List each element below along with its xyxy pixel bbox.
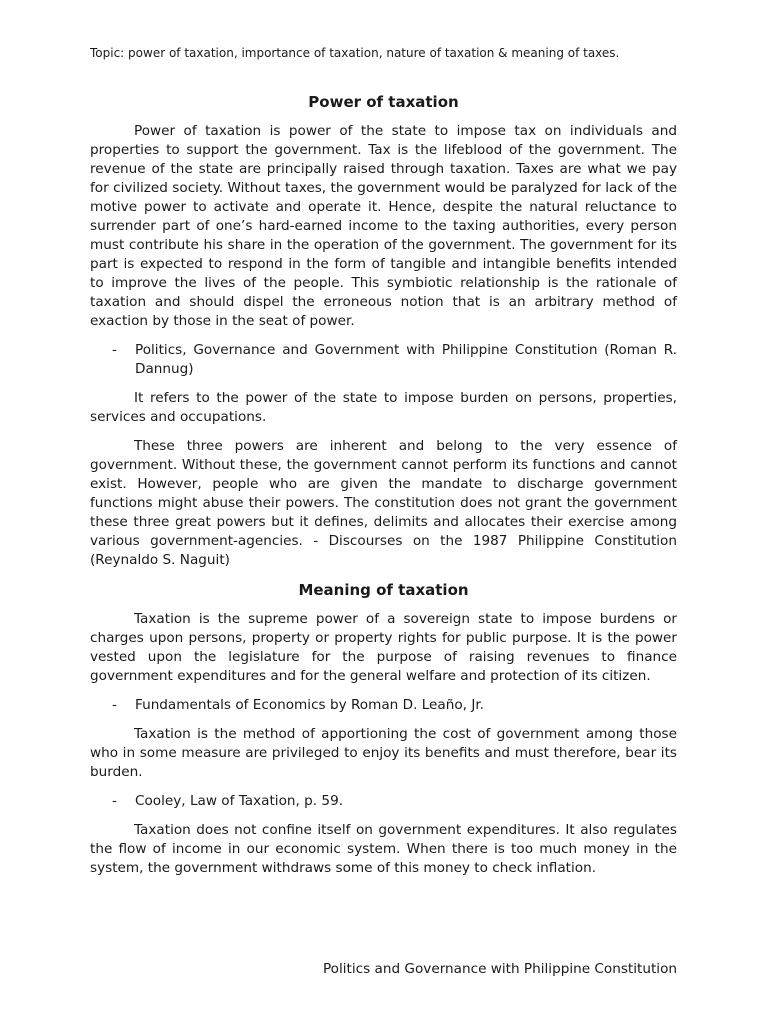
page-footer: Politics and Governance with Philippine Constitution [322, 961, 677, 977]
citation-text: Fundamentals of Economics by Roman D. Leaño, Jr. [135, 697, 484, 713]
paragraph-power-burden: It refers to the power of the state to impose burden on persons, properties, services and occupations. [90, 390, 677, 425]
page-content [90, 44, 677, 878]
paragraph-meaning-inflation: Taxation does not confine itself on government expenditures. It also regulates the flow of income in our economic system. When there is too much money in the system, the government withdraws some of this money to check inflation. [90, 822, 677, 876]
citation-dash: - [112, 342, 117, 358]
paragraph-meaning-apportioning: Taxation is the method of apportioning the cost of government among those who in some measure are privileged to enjoy its benefits and must therefore, bear its burden. [90, 726, 677, 780]
citation-dannug [90, 341, 677, 379]
citation-cooley [90, 792, 677, 811]
citation-text: Cooley, Law of Taxation, p. 59. [135, 793, 344, 809]
paragraph-power-definition: Power of taxation is power of the state to impose tax on individuals and properties to support the government. Tax is the lifeblood of the government. The revenue of the state are principally raised through taxation. Taxes are what we pay for civilized society. Without taxes, the government would be paralyzed for lack of the motive power to activate and operate it. Hence, despite the natural reluctance to surrender part of one’s hard-earned income to the taxing authorities, every person must contribute his share in the operation of the government. The government for its part is expected to respond in the form of tangible and intangible benefits intended to improve the lives of the people. This symbiotic relationship is the rationale of taxation and should dispel the erroneous notion that is an arbitrary method of exaction by those in the seat of power. [90, 123, 677, 329]
heading-meaning-of-taxation: Meaning of taxation [298, 581, 469, 599]
citation-dash: - [112, 793, 117, 809]
citation-leano [90, 696, 677, 715]
paragraph-three-powers: These three powers are inherent and belong to the very essence of government. Without these, the government cannot perform its functions and cannot exist. However, people who are given the mandate to discharge government functions might abuse their powers. The constitution does not grant the government these three great powers but it defines, delimits and allocates their exercise among various government-agencies. - Discourses on the 1987 Philippine Constitution (Reynaldo S. Naguit) [90, 438, 677, 568]
citation-text: Politics, Governance and Government with Philippine Constitution (Roman R. Dannug) [135, 342, 677, 377]
paragraph-meaning-supreme-power: Taxation is the supreme power of a sovereign state to impose burdens or charges upon persons, property or property rights for public purpose. It is the power vested upon the legislature for the purpose of raising revenues to finance government expenditures and for the general welfare and protection of its citizen. [90, 611, 677, 684]
heading-power-of-taxation: Power of taxation [308, 93, 459, 111]
citation-dash: - [112, 697, 117, 713]
topic-line: Topic: power of taxation, importance of taxation, nature of taxation & meaning of taxes. [90, 46, 620, 60]
